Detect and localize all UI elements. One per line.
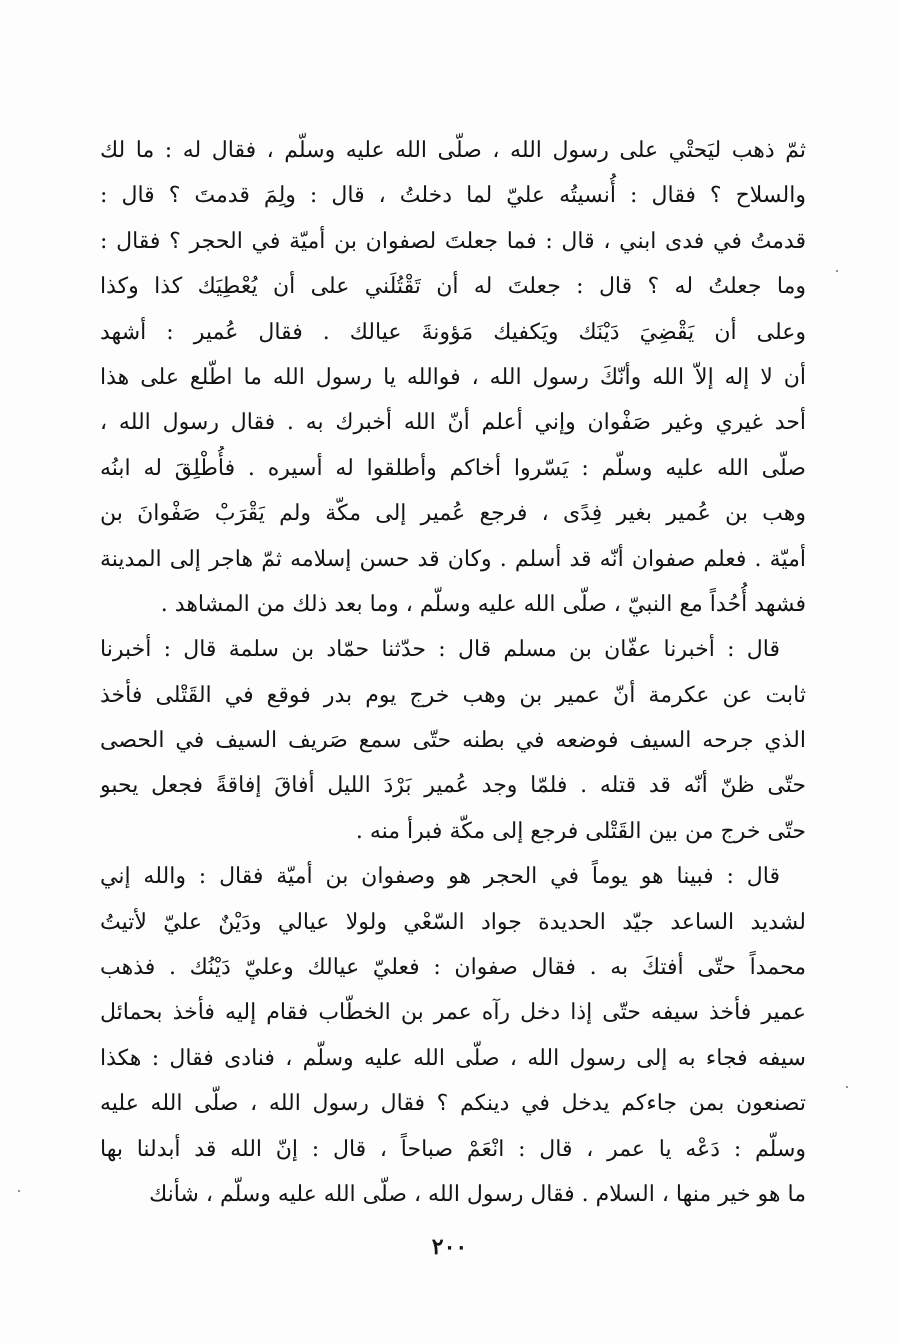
text-line: الذي جرحه السيف فوضعه في بطنه حتّى سمع صَريف السيف في الحصى bbox=[100, 728, 806, 754]
text-line: ما هو خير منها ، السلام . فقال رسول الله ، صلّى الله عليه وسلّم ، شأنك bbox=[149, 1181, 806, 1207]
text-line: محمداً حتّى أفتكَ به . فقال صفوان : فعليّ عيالك وعليّ دَيْنُك . فذهب bbox=[100, 955, 806, 981]
text-line: ثمّ ذهب ليَحتْي على رسول الله ، صلّى الله عليه وسلّم ، فقال له : ما لك bbox=[100, 138, 806, 163]
text-line: أحد غيري وغير صَفْوان وإني أعلم أنّ الله أخبرك به . فقال رسول الله ، bbox=[100, 410, 806, 436]
text-line: أميّة . فعلم صفوان أنّه قد أسلم . وكان قد حسن إسلامه ثمّ هاجر إلى المدينة bbox=[100, 546, 806, 572]
text-line: قال : فبينا هو يوماً في الحجر هو وصفوان بن أميّة فقال : والله إني bbox=[100, 864, 780, 890]
text-line: وسلّم : دَعْه يا عمر ، قال : انْعَمْ صباحاً ، قال : إنّ الله قد أبدلنا بها bbox=[100, 1136, 806, 1162]
text-line: عمير فأخذ سيفه حتّى إذا دخل رآه عمر بن الخطّاب فقام إليه فأخذ بحمائل bbox=[100, 1000, 806, 1026]
text-line: وعلى أن يَقْضِيَ دَيْنَك ويَكفيك مَؤونةَ عيالك . فقال عُمير : أشهد bbox=[100, 319, 806, 345]
paragraph bbox=[100, 854, 806, 1217]
text-line: والسلاح ؟ فقال : أُنسيتُه عليّ لما دخلتُ ، قال : ولِمَ قدمتَ ؟ قال : bbox=[100, 183, 806, 209]
text-line: حتّى ظنّ أنّه قد قتله . فلمّا وجد عُمير بَرْدَ الليل أفاقَ إفاقةً فجعل يحبو bbox=[100, 773, 806, 799]
scan-speck bbox=[18, 1190, 20, 1192]
scan-speck bbox=[836, 270, 838, 272]
text-line: سيفه فجاء به إلى رسول الله ، صلّى الله عليه وسلّم ، فنادى فقال : هكذا bbox=[100, 1045, 806, 1071]
scan-speck bbox=[846, 1086, 848, 1088]
text-line: صلّى الله عليه وسلّم : يَسّروا أخاكم وأطلقوا له أسيره . فأُطْلِقَ له ابنُه bbox=[100, 455, 806, 481]
text-line: ثابت عن عكرمة أنّ عمير بن وهب خرج يوم بدر فوقع في القَتْلى فأخذ bbox=[100, 682, 806, 708]
paragraph bbox=[100, 627, 806, 854]
text-line: أن لا إله إلاّ الله وأنّكَ رسول الله ، فوالله يا رسول الله ما اطّلع على هذا bbox=[100, 364, 806, 390]
text-line: لشديد الساعد جيّد الحديدة جواد السّعْي ولولا عيالي ودَيْنٌ عليّ لأتيتُ bbox=[100, 909, 806, 935]
body-text bbox=[100, 128, 806, 1217]
text-line: وما جعلتُ له ؟ قال : جعلتَ له أن تَقْتُلَني على أن يُعْطِيَك كذا وكذا bbox=[100, 274, 806, 300]
text-line: قال : أخبرنا عفّان بن مسلم قال : حدّثنا حمّاد بن سلمة قال : أخبرنا bbox=[100, 637, 780, 663]
text-line: حتّى خرج من بين القَتْلى فرجع إلى مكّة فبرأ منه . bbox=[355, 818, 806, 844]
page-number: ٢٠٠ bbox=[431, 1234, 468, 1260]
text-line: فشهد أُحُداً مع النبيّ ، صلّى الله عليه وسلّم ، وما بعد ذلك من المشاهد . bbox=[160, 591, 806, 617]
paragraph bbox=[100, 128, 806, 627]
text-line: تصنعون بمن جاءكم يدخل في دينكم ؟ فقال رسول الله ، صلّى الله عليه bbox=[100, 1091, 806, 1117]
text-line: قدمتُ في فدى ابني ، قال : فما جعلتَ لصفوان بن أميّة في الحجر ؟ فقال : bbox=[100, 228, 806, 254]
text-line: وهب بن عُمير بغير فِدًى ، فرجع عُمير إلى مكّة ولم يَقْرَبْ صَفْوانَ بن bbox=[100, 501, 806, 527]
